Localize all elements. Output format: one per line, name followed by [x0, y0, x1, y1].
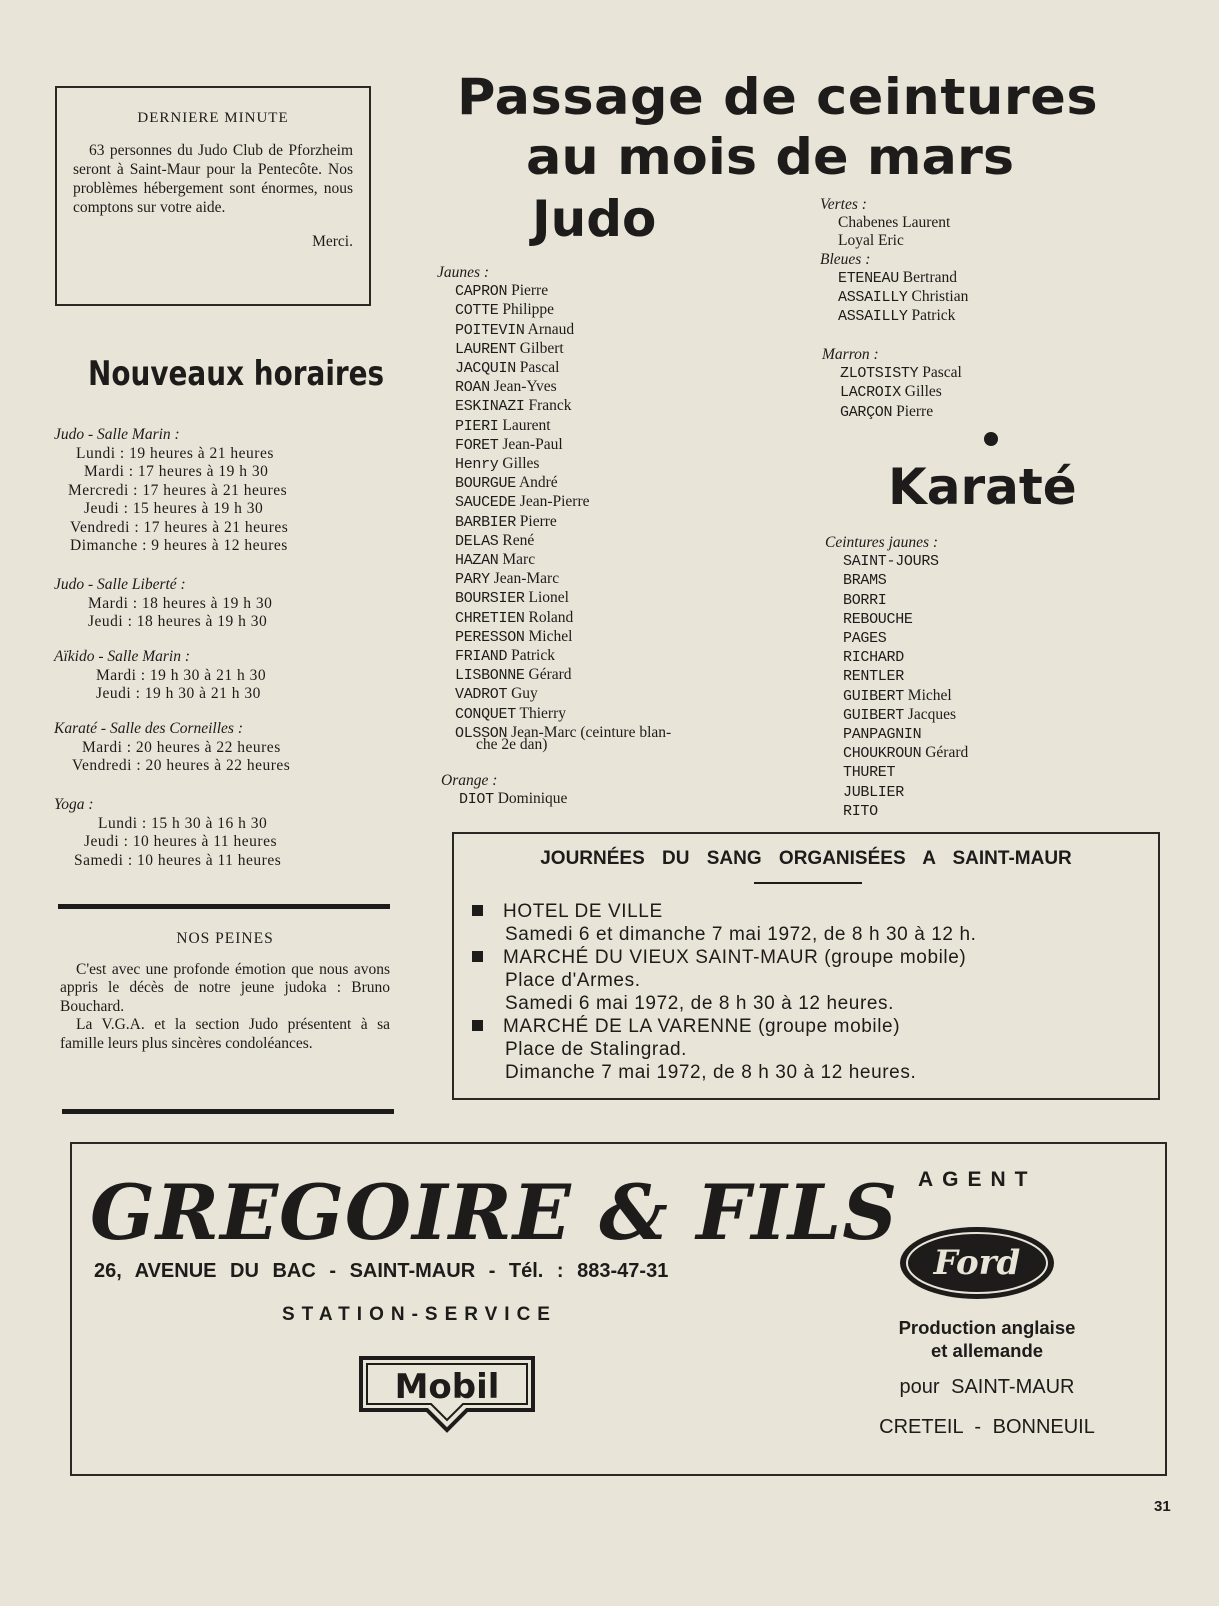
firstname: Patrick: [911, 307, 956, 325]
surname: POITEVIN: [455, 321, 525, 339]
orange-title: Orange :: [441, 772, 498, 789]
name-entry: [437, 474, 671, 493]
surname: RENTLER: [843, 668, 904, 686]
sang-entry-detail: Place de Stalingrad.: [505, 1039, 688, 1060]
production-line-2: et allemande: [930, 1340, 1044, 1361]
firstname: Jacques: [907, 705, 956, 723]
karate-jaunes-list: [825, 534, 968, 821]
surname: ASSAILLY: [838, 308, 908, 326]
horaires-section: [54, 648, 266, 704]
name-entry: [825, 552, 968, 571]
name-entry: Loyal Eric: [838, 232, 904, 250]
station-service-label: STATION-SERVICE: [282, 1304, 557, 1325]
title-line-1: Passage de ceintures: [457, 68, 1099, 126]
name-entry: [441, 790, 567, 809]
horaires-line: Lundi : 15 h 30 à 16 h 30: [98, 814, 268, 832]
judo-heading: Judo: [532, 190, 657, 248]
karate-jaunes-title: Ceintures jaunes :: [825, 534, 939, 551]
name-entry: [825, 783, 968, 802]
name-entry: [437, 493, 671, 512]
name-entry: [825, 629, 968, 648]
surname: PERESSON: [455, 628, 525, 646]
firstname: Laurent: [502, 416, 551, 434]
name-entry: [437, 647, 671, 666]
name-entry: [822, 383, 962, 402]
name-entry: [437, 705, 671, 724]
surname: DELAS: [455, 532, 499, 550]
divider-top: [58, 904, 390, 909]
brand-address: 26, AVENUE DU BAC - SAINT-MAUR - Tél. : 883-47-31: [94, 1260, 669, 1282]
firstname: Dominique: [497, 790, 568, 808]
name-entry: [437, 340, 671, 359]
surname: GUIBERT: [843, 706, 904, 724]
name-entry: [437, 282, 671, 301]
name-entry: [437, 551, 671, 570]
firstname: René: [502, 531, 535, 549]
derniere-minute-body: 63 personnes du Judo Club de Pforzheim seront à Saint-Maur pour la Pentecôte. Nos problèmes hébergement sont énormes, nous comptons sur votre aide.: [73, 142, 353, 216]
jaunes-title: Jaunes :: [437, 264, 490, 281]
production-line-1: Production anglaise: [898, 1317, 1076, 1338]
horaires-heading: Nouveaux horaires: [88, 354, 385, 394]
horaires-section: [54, 720, 290, 776]
firstname: Pierre: [519, 512, 557, 530]
horaires-line: Mardi : 17 heures à 19 h 30: [84, 463, 269, 480]
horaires-line: Mardi : 19 h 30 à 21 h 30: [96, 666, 267, 684]
horaires-line: Jeudi : 15 heures à 19 h 30: [84, 500, 264, 517]
square-bullet-icon: [472, 1020, 483, 1031]
surname: BORRI: [843, 591, 887, 609]
nos-peines-section: [60, 930, 390, 1053]
surname: SAINT-JOURS: [843, 553, 939, 571]
surname: Henry: [455, 456, 499, 474]
name-entry: [437, 666, 671, 685]
surname: VADROT: [455, 686, 508, 704]
firstname: Arnaud: [527, 320, 575, 338]
name-entry: Chabenes Laurent: [838, 214, 951, 232]
marron-title: Marron :: [822, 346, 879, 363]
name-entry: [820, 269, 968, 288]
horaires-section: [54, 426, 288, 556]
name-entry: [437, 609, 671, 628]
page-number: 31: [1154, 1498, 1171, 1515]
horaires-section: [54, 796, 281, 870]
name-entry: [825, 610, 968, 629]
name-entry: [437, 455, 671, 474]
name-entry: [437, 378, 671, 397]
horaires-section-title: Yoga :: [54, 796, 94, 813]
firstname: Pierre: [896, 402, 934, 420]
name-entry: [825, 591, 968, 610]
surname: FORET: [455, 436, 499, 454]
horaires-section-title: Karaté - Salle des Corneilles :: [54, 720, 243, 737]
firstname: Gilles: [502, 455, 540, 473]
judo-marron-list: [822, 346, 962, 422]
brand-name: GREGOIRE & FILS: [90, 1168, 899, 1257]
sang-place-text: HOTEL DE VILLE: [503, 901, 663, 922]
surname: ASSAILLY: [838, 289, 908, 307]
surname: CONQUET: [455, 705, 516, 723]
horaires-line: Jeudi : 19 h 30 à 21 h 30: [96, 685, 261, 702]
horaires-section-title: Judo - Salle Liberté :: [54, 576, 186, 593]
surname: GUIBERT: [843, 687, 904, 705]
firstname: Lionel: [528, 589, 569, 607]
name-entry: [437, 359, 671, 378]
name-entry: [437, 685, 671, 704]
name-entry: [825, 763, 968, 782]
sang-place-text: MARCHÉ DU VIEUX SAINT-MAUR (groupe mobile): [503, 947, 967, 968]
horaires-section-title: Judo - Salle Marin :: [54, 426, 180, 443]
derniere-minute-box: [55, 86, 371, 306]
surname: BOURSIER: [455, 590, 525, 608]
firstname: Jean-Paul: [502, 435, 563, 453]
olsson-continuation-text: che 2e dan): [476, 736, 548, 753]
cities-list: CRETEIL - BONNEUIL: [879, 1416, 1095, 1438]
name-entry: [825, 802, 968, 821]
horaires-line: Samedi : 10 heures à 11 heures: [74, 851, 282, 869]
bleues-title: Bleues :: [820, 250, 871, 268]
production-text: [844, 1316, 1130, 1362]
name-entry: [437, 321, 671, 340]
surname: LACROIX: [840, 384, 901, 402]
divider-bottom: [62, 1109, 394, 1114]
firstname: Guy: [511, 685, 538, 703]
surname: CAPRON: [455, 283, 508, 301]
sang-entry-place: [472, 1015, 977, 1038]
surname: ROAN: [455, 379, 490, 397]
surname: LAURENT: [455, 340, 516, 358]
pour-saint-maur: pour SAINT-MAUR: [899, 1376, 1075, 1398]
surname: ZLOTSISTY: [840, 365, 919, 383]
firstname: Gérard: [925, 744, 969, 762]
surname: ETENEAU: [838, 269, 899, 287]
judo-vertes-list: [820, 196, 968, 326]
horaires-line: Lundi : 19 heures à 21 heures: [76, 444, 274, 462]
judo-jaunes-list: [437, 264, 671, 743]
sang-entry-detail: Place d'Armes.: [505, 970, 641, 991]
surname: CHRETIEN: [455, 609, 525, 627]
surname: PARY: [455, 571, 490, 589]
horaires-section-title: Aïkido - Salle Marin :: [54, 648, 191, 665]
ford-wordmark: Ford: [933, 1243, 1021, 1283]
sang-heading: JOURNÉES DU SANG ORGANISÉES A SAINT-MAUR: [540, 848, 1072, 869]
nos-peines-paragraph-2: La V.G.A. et la section Judo présentent à sa famille leurs plus sincères condoléances.: [60, 1016, 390, 1052]
surname: OLSSON: [455, 724, 508, 742]
firstname: Thierry: [519, 704, 567, 722]
surname: JACQUIN: [455, 360, 516, 378]
ford-logo-icon: [897, 1224, 1057, 1302]
horaires-line: Vendredi : 20 heures à 22 heures: [72, 757, 291, 774]
sang-entry-when: Samedi 6 mai 1972, de 8 h 30 à 12 heures.: [505, 993, 895, 1014]
sang-entry-place: [472, 946, 977, 969]
name-entry: [825, 667, 968, 686]
firstname: Jean-Marc (ceinture blan-: [511, 723, 672, 741]
name-entry: [825, 571, 968, 590]
surname: PANPAGNIN: [843, 726, 922, 744]
surname: RICHARD: [843, 649, 904, 667]
firstname: Patrick: [511, 647, 555, 665]
name-entry: [820, 288, 968, 307]
olsson-continuation: [458, 736, 547, 754]
mobil-logo-icon: [357, 1354, 537, 1434]
surname: RITO: [843, 802, 878, 820]
horaires-line: Mercredi : 17 heures à 21 heures: [68, 481, 288, 499]
horaires-line: Mardi : 18 heures à 19 h 30: [88, 594, 273, 612]
name-entry: [437, 301, 671, 320]
name-entry: [825, 687, 968, 706]
surname: FRIAND: [455, 648, 508, 666]
firstname: Franck: [528, 397, 572, 415]
sang-entry-when: Dimanche 7 mai 1972, de 8 h 30 à 12 heures.: [505, 1062, 917, 1083]
name-entry: [437, 589, 671, 608]
sang-underline: [754, 882, 862, 884]
surname: THURET: [843, 764, 896, 782]
name-entry: [437, 397, 671, 416]
gregoire-advertisement: [70, 1142, 1167, 1476]
surname: CHOUKROUN: [843, 745, 922, 763]
firstname: Gilles: [904, 383, 942, 401]
nos-peines-paragraph-1: C'est avec une profonde émotion que nous avons appris le décès de notre jeune judoka : Bruno Bouchard.: [60, 960, 390, 1015]
name-entry: [437, 436, 671, 455]
surname: PIERI: [455, 417, 499, 435]
horaires-line: Vendredi : 17 heures à 21 heures: [70, 518, 289, 536]
derniere-minute-heading: DERNIERE MINUTE: [137, 110, 289, 126]
title-line-2: au mois de mars: [526, 128, 1015, 186]
firstname: Gérard: [528, 666, 572, 684]
surname: BRAMS: [843, 572, 887, 590]
firstname: Bertrand: [902, 268, 958, 286]
surname: REBOUCHE: [843, 610, 913, 628]
sang-entries: [472, 900, 977, 1084]
nos-peines-heading: NOS PEINES: [176, 930, 274, 947]
firstname: Pierre: [511, 282, 549, 300]
surname: SAUCEDE: [455, 494, 516, 512]
firstname: Jean-Yves: [493, 378, 557, 396]
horaires-line: Mardi : 20 heures à 22 heures: [82, 738, 281, 756]
name-entry: [822, 403, 962, 422]
surname: PAGES: [843, 630, 887, 648]
firstname: Christian: [911, 288, 969, 306]
mobil-wordmark: Mobil: [394, 1367, 500, 1407]
name-entry: [825, 744, 968, 763]
firstname: Pascal: [519, 359, 560, 377]
name-entry: [825, 706, 968, 725]
firstname: Marc: [502, 551, 536, 569]
horaires-line: Jeudi : 18 heures à 19 h 30: [88, 613, 268, 630]
firstname: Michel: [528, 627, 573, 645]
sang-entry-when: Samedi 6 et dimanche 7 mai 1972, de 8 h 30 à 12 h.: [505, 924, 977, 945]
name-entry: [437, 513, 671, 532]
name-entry: [437, 570, 671, 589]
sang-place-text: MARCHÉ DE LA VARENNE (groupe mobile): [503, 1016, 901, 1037]
sang-entry-place: [472, 900, 977, 923]
firstname: Michel: [907, 686, 952, 704]
name-entry: [820, 307, 968, 326]
bullet-dot: [984, 432, 998, 446]
name-entry: [825, 648, 968, 667]
surname: LISBONNE: [455, 667, 525, 685]
surname: BOURGUE: [455, 475, 516, 493]
name-entry: [437, 417, 671, 436]
surname: HAZAN: [455, 552, 499, 570]
name-entry: [437, 628, 671, 647]
surname: DIOT: [459, 791, 494, 809]
name-entry: [822, 364, 962, 383]
firstname: André: [518, 474, 558, 492]
surname: JUBLIER: [843, 783, 904, 801]
judo-orange-list: [441, 772, 567, 809]
firstname: Gilbert: [519, 339, 564, 357]
firstname: Philippe: [502, 301, 555, 319]
name-entry: [437, 532, 671, 551]
horaires-line: Dimanche : 9 heures à 12 heures: [70, 537, 288, 554]
square-bullet-icon: [472, 905, 483, 916]
surname: BARBIER: [455, 513, 516, 531]
name-entry: [825, 725, 968, 744]
surname: COTTE: [455, 302, 499, 320]
horaires-section: [54, 576, 272, 632]
surname: GARÇON: [840, 403, 893, 421]
square-bullet-icon: [472, 951, 483, 962]
surname: ESKINAZI: [455, 398, 525, 416]
karate-heading: Karaté: [888, 458, 1077, 516]
firstname: Roland: [528, 608, 574, 626]
derniere-minute-signoff: Merci.: [312, 233, 353, 250]
horaires-line: Jeudi : 10 heures à 11 heures: [84, 833, 277, 850]
journees-du-sang-box: [452, 832, 1160, 1100]
agent-label: AGENT: [918, 1168, 1037, 1191]
vertes-title: Vertes :: [820, 196, 867, 213]
firstname: Pascal: [922, 364, 962, 382]
firstname: Jean-Marc: [493, 570, 560, 588]
firstname: Jean-Pierre: [519, 493, 590, 511]
